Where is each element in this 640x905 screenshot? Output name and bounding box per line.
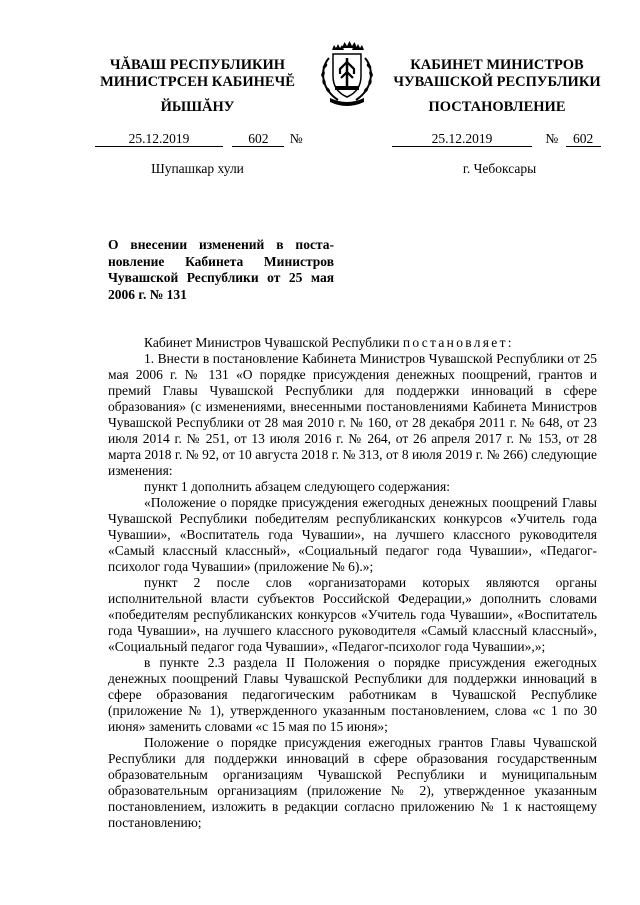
title-line: О внесении изменений в поста-	[108, 237, 334, 252]
header-left	[95, 57, 300, 91]
date-left: 25.12.2019	[95, 132, 223, 147]
date-right: 25.12.2019	[392, 132, 532, 147]
header-left-line2: МИНИСТРСЕН КАБИНЕЧĔ	[100, 74, 295, 90]
body-paragraph: пункт 1 дополнить абзацем следующего содержания:	[144, 479, 450, 494]
body-paragraph: в пункте 2.3 раздела II Положения о порядке присуждения ежегодных денежных поощрений Главы Чувашской Республики для поддержки инноваций в сфере образования педагогическим работникам в Чувашской Республике (приложение № 1), утвержденного указанным постановлением, слова «с 1 по 30 июня» заменить словами «с 15 мая по 15 июня»;	[108, 655, 597, 734]
document-title	[108, 237, 334, 303]
header-left-line1: ЧĂВАШ РЕСПУБЛИКИН	[109, 57, 286, 73]
doc-number-right	[392, 131, 607, 147]
number-right: 602	[566, 132, 601, 147]
city-right: г. Чебоксары	[462, 161, 537, 176]
body-paragraph: Положение о порядке присуждения ежегодных грантов Главы Чувашской Республики для поддержки инноваций в сфере образования государственным образовательным организациям Чувашской Республики и муниципальным образовательным организациям (приложение № 2), утвержденное указанным постановлением, изложить в редакции согласно приложению № 1 к настоящему постановлению;	[108, 735, 597, 830]
chuvash-coat-of-arms-icon	[316, 40, 378, 110]
title-line: 2006 г. № 131	[108, 286, 187, 302]
title-line: новление Кабинета Министров	[108, 253, 334, 269]
number-sign-left: №	[289, 131, 303, 146]
number-left: 602	[232, 132, 284, 147]
intro-decree-word: постановляет:	[402, 335, 514, 350]
header-right-line1: КАБИНЕТ МИНИСТРОВ	[410, 57, 584, 73]
body-paragraph: «Положение о порядке присуждения ежегодных денежных поощрений Главы Чувашской Республики победителям республиканских конкурсов «Учитель года Чувашии», «Воспитатель года Чувашии», на лучшего классного руководителя «Самый классный классный», «Социальный педагог года Чувашии», «Педагог-психолог года Чувашии» (приложение № 6).»;	[108, 495, 597, 574]
doc-type-right: ПОСТАНОВЛЕНИЕ	[428, 99, 566, 115]
header-right-line2: ЧУВАШСКОЙ РЕСПУБЛИКИ	[393, 74, 601, 90]
doc-number-left	[95, 131, 305, 147]
body-paragraph: пункт 2 после слов «организаторами которых являются органы исполнительной власти субъектов Российской Федерации,» дополнить словами «победителям республиканских конкурсов «Учитель года Чувашии», «Воспитатель года Чувашии», на лучшего классного руководителя «Самый классный классный», «Социальный педагог года Чувашии», «Педагог-психолог года Чувашии»,»;	[108, 575, 597, 654]
number-sign-right: №	[545, 131, 559, 146]
document-body	[108, 335, 597, 831]
city-left: Шупашкар хули	[151, 161, 244, 176]
title-line: Чувашской Республики от 25 мая	[108, 270, 334, 285]
intro-text: Кабинет Министров Чувашской Республики	[144, 335, 403, 350]
header-right	[392, 57, 602, 91]
intro-paragraph	[108, 335, 597, 351]
body-paragraph: 1. Внести в постановление Кабинета Министров Чувашской Республики от 25 мая 2006 г. № 131 «О порядке присуждения денежных поощрений, грантов и премий Главы Чувашской Республики для поддержки инноваций в сфере образования» (с изменениями, внесенными постановлениями Кабинета Министров Чувашской Республики от 28 мая 2010 г. № 160, от 28 декабря 2011 г. № 648, от 23 июля 2014 г. № 251, от 13 июля 2016 г. № 264, от 26 апреля 2017 г. № 153, от 28 марта 2018 г. № 92, от 10 августа 2018 г. № 313, от 8 июля 2019 г. № 266) следующие изменения:	[108, 351, 597, 478]
doc-type-left: ЙЫШĂНУ	[160, 99, 235, 115]
